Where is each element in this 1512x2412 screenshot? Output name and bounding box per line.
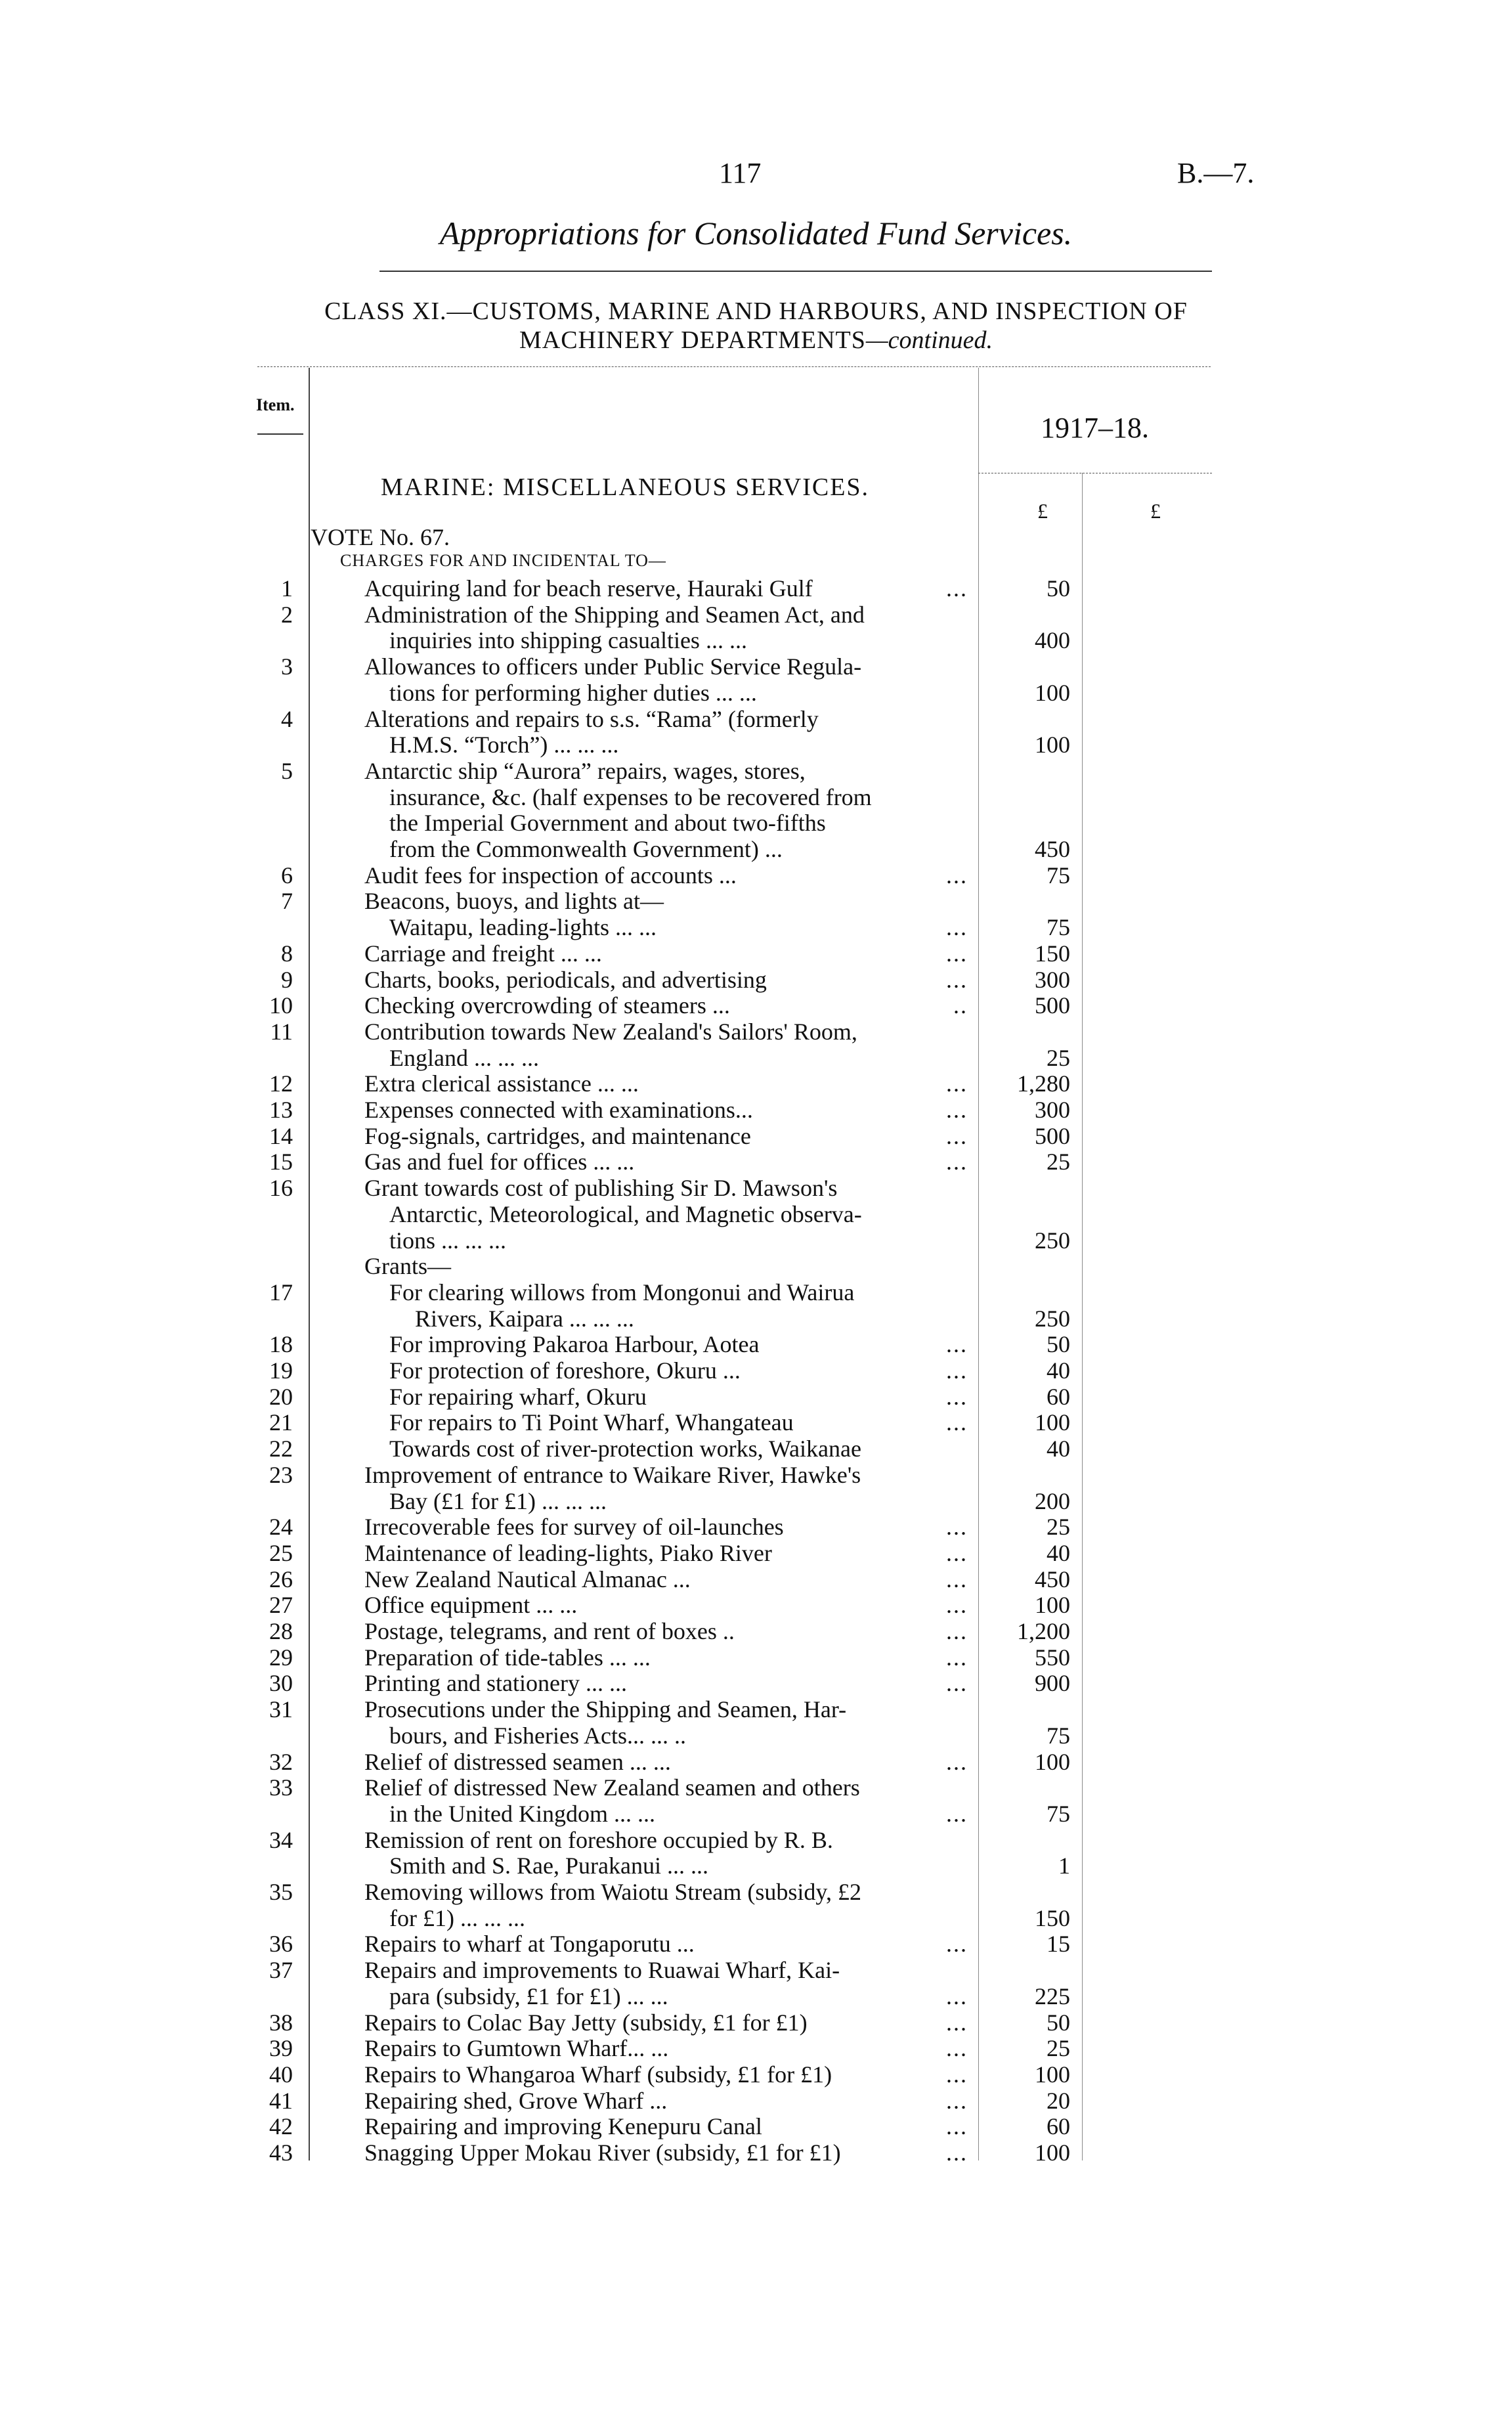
item-number: 15 (269, 1149, 293, 1175)
item-number: 3 (281, 653, 293, 680)
leader-dots: ... (946, 1409, 968, 1436)
table-row-line (0, 732, 1512, 758)
leader-dots: ... (946, 1097, 968, 1123)
item-number: 19 (269, 1357, 293, 1384)
pound-symbol-2: £ (1150, 499, 1161, 523)
leader-dots: ... (946, 1383, 968, 1410)
item-amount: 100 (1035, 1409, 1070, 1436)
table-row-line (0, 680, 1512, 706)
table-row-line (0, 1123, 1512, 1149)
table-row-line (0, 1644, 1512, 1671)
item-description: Irrecoverable fees for survey of oil-launches (364, 1514, 784, 1541)
leader-dots: ... (946, 862, 968, 888)
item-amount: 500 (1035, 1122, 1070, 1149)
item-description: Beacons, buoys, and lights at— (364, 888, 664, 915)
item-description: Expenses connected with examinations... (364, 1097, 753, 1123)
item-description: For repairs to Ti Point Wharf, Whangateau (389, 1409, 794, 1436)
leader-dots: ... (946, 1800, 968, 1827)
item-description: Relief of distressed New Zealand seamen and others (364, 1774, 860, 1801)
item-description: Charts, books, periodicals, and advertising (364, 966, 767, 993)
item-amount: 50 (1047, 1331, 1070, 1358)
leader-dots: ... (946, 914, 968, 941)
item-number: 21 (269, 1409, 293, 1436)
item-number: 26 (269, 1566, 293, 1592)
item-amount: 60 (1047, 1383, 1070, 1410)
item-number: 25 (269, 1539, 293, 1566)
item-amount: 450 (1035, 836, 1070, 862)
item-amount: 450 (1035, 1566, 1070, 1592)
item-amount: 225 (1035, 1983, 1070, 2009)
item-description: Repairs to Gumtown Wharf... ... (364, 2035, 669, 2062)
item-description: bours, and Fisheries Acts... ... .. (389, 1722, 686, 1749)
class-heading-line1: CLASS XI.—CUSTOMS, MARINE AND HARBOURS, AND INSPECTION OF (324, 297, 1188, 325)
item-description: Preparation of tide-tables ... ... (364, 1644, 651, 1671)
pound-symbol-1: £ (1037, 499, 1048, 523)
item-description: Administration of the Shipping and Seamen Act, and (364, 601, 865, 628)
item-amount: 1,280 (1017, 1070, 1070, 1097)
item-amount: 100 (1035, 732, 1070, 758)
leader-dots: ... (946, 1514, 968, 1541)
item-amount: 25 (1047, 1514, 1070, 1541)
item-number: 38 (269, 2009, 293, 2036)
table-row-line (0, 2009, 1512, 2036)
item-description: For repairing wharf, Okuru (389, 1383, 647, 1410)
item-number: 39 (269, 2035, 293, 2062)
item-description: Postage, telegrams, and rent of boxes .. (364, 1618, 735, 1644)
class-heading-line2 (0, 326, 1512, 355)
leader-dots: ... (946, 575, 968, 602)
table-row-line (0, 967, 1512, 993)
item-number: 14 (269, 1122, 293, 1149)
item-number: 18 (269, 1331, 293, 1358)
table-row-line (0, 1436, 1512, 1462)
item-amount: 500 (1035, 992, 1070, 1019)
leader-dots: ... (946, 1070, 968, 1097)
table-row-line (0, 1905, 1512, 1931)
table-row-line (0, 653, 1512, 680)
table-row-line (0, 1749, 1512, 1775)
item-description: H.M.S. “Torch”) ... ... ... (389, 732, 619, 758)
table-row-line (0, 1827, 1512, 1853)
table-row-line (0, 888, 1512, 914)
item-number: 28 (269, 1618, 293, 1644)
item-amount: 1,200 (1017, 1618, 1070, 1644)
item-amount: 150 (1035, 940, 1070, 967)
item-amount: 25 (1047, 1044, 1070, 1071)
item-description: Snagging Upper Mokau River (subsidy, £1 for £1) (364, 2139, 841, 2166)
leader-dots: ... (946, 2113, 968, 2140)
header-top-rule (257, 366, 1211, 367)
item-description: Gas and fuel for offices ... ... (364, 1149, 635, 1175)
table-row-line (0, 1070, 1512, 1097)
table-row-line (0, 1253, 1512, 1279)
leader-dots: ... (946, 1931, 968, 1958)
item-description: Smith and S. Rae, Purakanui ... ... (389, 1853, 708, 1879)
item-amount: 25 (1047, 2035, 1070, 2062)
table-row-line (0, 1149, 1512, 1175)
table-row-line (0, 1696, 1512, 1722)
item-amount: 250 (1035, 1227, 1070, 1254)
item-number: 27 (269, 1592, 293, 1619)
item-amount: 100 (1035, 2061, 1070, 2088)
item-description: Maintenance of leading-lights, Piako River (364, 1539, 772, 1566)
charges-heading: CHARGES FOR AND INCIDENTAL TO— (340, 551, 666, 570)
item-amount: 100 (1035, 679, 1070, 706)
item-number: 4 (281, 705, 293, 732)
item-amount: 100 (1035, 1748, 1070, 1775)
year-column-header: 1917–18. (1041, 412, 1149, 444)
item-description: Antarctic, Meteorological, and Magnetic observa- (389, 1200, 862, 1227)
item-amount: 75 (1047, 1722, 1070, 1749)
item-amount: 40 (1047, 1539, 1070, 1566)
item-number: 43 (269, 2139, 293, 2166)
item-description: Removing willows from Waiotu Stream (subsidy, £2 (364, 1879, 862, 1905)
item-description: Remission of rent on foreshore occupied by R. B. (364, 1826, 833, 1853)
item-amount: 900 (1035, 1670, 1070, 1697)
page-number: 117 (719, 157, 762, 189)
item-description: Repairing and improving Kenepuru Canal (364, 2113, 762, 2140)
leader-dots: ... (946, 1644, 968, 1671)
leader-dots: .. (953, 992, 968, 1019)
leader-dots: ... (946, 2061, 968, 2088)
table-row-line (0, 2061, 1512, 2088)
item-description: Rivers, Kaipara ... ... ... (415, 1305, 634, 1332)
item-number: 2 (281, 601, 293, 628)
table-row-line (0, 627, 1512, 653)
item-description: inquiries into shipping casualties ... ... (389, 627, 747, 654)
leader-dots: ... (946, 1539, 968, 1566)
item-number: 36 (269, 1931, 293, 1958)
item-description: For protection of foreshore, Okuru ... (389, 1357, 741, 1384)
item-number: 6 (281, 862, 293, 888)
item-number: 41 (269, 2087, 293, 2114)
item-number: 30 (269, 1670, 293, 1697)
table-row-line (0, 1931, 1512, 1957)
table-row-line (0, 1462, 1512, 1488)
table-row-line (0, 2139, 1512, 2166)
item-amount: 75 (1047, 862, 1070, 888)
item-number: 1 (281, 575, 293, 602)
item-description: Extra clerical assistance ... ... (364, 1070, 639, 1097)
section-title: MARINE: MISCELLANEOUS SERVICES. (381, 473, 870, 501)
vote-number: VOTE No. 67. (311, 524, 450, 550)
item-description: Carriage and freight ... ... (364, 940, 602, 967)
item-description: tions ... ... ... (389, 1227, 507, 1254)
table-row-line (0, 940, 1512, 967)
document-reference: B.—7. (1177, 157, 1255, 189)
leader-dots: ... (946, 1357, 968, 1384)
item-amount: 200 (1035, 1487, 1070, 1514)
table-row-line (0, 862, 1512, 888)
table-row-line (0, 1801, 1512, 1827)
item-amount: 300 (1035, 966, 1070, 993)
table-row-line (0, 1305, 1512, 1332)
item-description: Improvement of entrance to Waikare River, Hawke's (364, 1461, 861, 1488)
table-row-line (0, 1592, 1512, 1618)
item-number: 32 (269, 1748, 293, 1775)
item-amount: 100 (1035, 2139, 1070, 2166)
item-number: 22 (269, 1436, 293, 1462)
table-row-line (0, 1566, 1512, 1592)
item-amount: 550 (1035, 1644, 1070, 1671)
leader-dots: ... (946, 1566, 968, 1592)
item-number: 42 (269, 2113, 293, 2140)
table-row-line (0, 1514, 1512, 1540)
item-description: the Imperial Government and about two-fifths (389, 810, 826, 837)
item-description: Repairs to Whangaroa Wharf (subsidy, £1 for £1) (364, 2061, 832, 2088)
item-description: from the Commonwealth Government) ... (389, 836, 783, 862)
item-amount: 1 (1058, 1853, 1070, 1879)
item-number: 13 (269, 1097, 293, 1123)
item-amount: 15 (1047, 1931, 1070, 1958)
table-row-line (0, 1201, 1512, 1227)
item-amount: 300 (1035, 1097, 1070, 1123)
item-column-header: Item. (256, 395, 295, 414)
leader-dots: ... (946, 2087, 968, 2114)
table-row-line (0, 1774, 1512, 1801)
item-description: for £1) ... ... ... (389, 1904, 525, 1931)
leader-dots: ... (946, 2035, 968, 2062)
item-description: Alterations and repairs to s.s. “Rama” (formerly (364, 705, 819, 732)
item-description: Grant towards cost of publishing Sir D. Mawson's (364, 1175, 838, 1202)
table-row-line (0, 914, 1512, 940)
item-number: 9 (281, 966, 293, 993)
item-description: Antarctic ship “Aurora” repairs, wages, stores, (364, 757, 806, 784)
item-number: 5 (281, 757, 293, 784)
leader-dots: ... (946, 940, 968, 967)
item-description: For clearing willows from Mongonui and Wairua (389, 1279, 855, 1305)
table-row-line (0, 1983, 1512, 2009)
item-number: 37 (269, 1957, 293, 1984)
item-description: Printing and stationery ... ... (364, 1670, 627, 1697)
table-row-line (0, 1175, 1512, 1201)
item-amount: 75 (1047, 914, 1070, 941)
leader-dots: ... (946, 1331, 968, 1358)
item-amount: 150 (1035, 1904, 1070, 1931)
item-number: 11 (270, 1018, 293, 1045)
item-amount: 50 (1047, 575, 1070, 602)
item-number: 31 (269, 1696, 293, 1723)
table-row-line (0, 1722, 1512, 1749)
table-row-line (0, 810, 1512, 836)
leader-dots: ... (946, 2009, 968, 2036)
item-amount: 60 (1047, 2113, 1070, 2140)
table-row-line (0, 2088, 1512, 2114)
item-number: 24 (269, 1514, 293, 1541)
table-row-line (0, 2035, 1512, 2061)
item-number: 12 (269, 1070, 293, 1097)
table-row-line (0, 602, 1512, 628)
leader-dots: ... (946, 1748, 968, 1775)
table-row-line (0, 1618, 1512, 1644)
item-description: England ... ... ... (389, 1044, 539, 1071)
item-amount: 40 (1047, 1436, 1070, 1462)
item-description: tions for performing higher duties ... ... (389, 679, 757, 706)
table-row-line (0, 1384, 1512, 1410)
item-description: in the United Kingdom ... ... (389, 1800, 655, 1827)
table-row-line (0, 2113, 1512, 2139)
table-row-line (0, 1331, 1512, 1357)
item-number: 20 (269, 1383, 293, 1410)
table-row-line (0, 1409, 1512, 1436)
item-description: Waitapu, leading-lights ... ... (389, 914, 657, 941)
class-heading-dept: MACHINERY DEPARTMENTS (519, 326, 866, 354)
leader-dots: ... (946, 1149, 968, 1175)
item-amount: 400 (1035, 627, 1070, 654)
item-number: 16 (269, 1175, 293, 1202)
leader-dots: ... (946, 1592, 968, 1619)
leader-dots: ... (946, 1983, 968, 2009)
item-description: para (subsidy, £1 for £1) ... ... (389, 1983, 668, 2009)
class-heading-continued: —continued. (865, 326, 993, 354)
item-description: Towards cost of river-protection works, Waikanae (389, 1436, 861, 1462)
item-description: Repairs to wharf at Tongaporutu ... (364, 1931, 695, 1958)
item-number: 7 (281, 888, 293, 915)
table-row-line (0, 1097, 1512, 1123)
table-row-line (0, 1879, 1512, 1905)
item-description: Audit fees for inspection of accounts ... (364, 862, 737, 888)
item-description: New Zealand Nautical Almanac ... (364, 1566, 691, 1592)
item-description: Prosecutions under the Shipping and Seamen, Har- (364, 1696, 847, 1723)
item-description: Repairs to Colac Bay Jetty (subsidy, £1 for £1) (364, 2009, 808, 2036)
item-description: Contribution towards New Zealand's Sailors' Room, (364, 1018, 857, 1045)
item-amount: 50 (1047, 2009, 1070, 2036)
item-description: Bay (£1 for £1) ... ... ... (389, 1487, 607, 1514)
table-row-line (0, 758, 1512, 784)
leader-dots: ... (946, 966, 968, 993)
item-amount: 100 (1035, 1592, 1070, 1619)
item-amount: 40 (1047, 1357, 1070, 1384)
item-description: Office equipment ... ... (364, 1592, 578, 1619)
item-number: 34 (269, 1826, 293, 1853)
item-header-underline (257, 433, 303, 435)
table-row-line (0, 992, 1512, 1019)
table-row-line (0, 575, 1512, 602)
item-number: 29 (269, 1644, 293, 1671)
item-number: 35 (269, 1879, 293, 1905)
table-row-line (0, 784, 1512, 810)
item-description: Grants— (364, 1253, 451, 1280)
item-number: 17 (269, 1279, 293, 1305)
item-description: Repairing shed, Grove Wharf ... (364, 2087, 668, 2114)
item-description: insurance, &c. (half expenses to be recovered from (389, 783, 872, 810)
table-row-line (0, 1670, 1512, 1696)
table-row-line (0, 1045, 1512, 1071)
item-description: Acquiring land for beach reserve, Hauraki Gulf (364, 575, 813, 602)
item-description: Checking overcrowding of steamers ... (364, 992, 730, 1019)
item-description: Repairs and improvements to Ruawai Wharf, Kai- (364, 1957, 840, 1984)
leader-dots: ... (946, 1670, 968, 1697)
table-row-line (0, 1279, 1512, 1305)
table-row-line (0, 1357, 1512, 1384)
item-description: Fog-signals, cartridges, and maintenance (364, 1122, 751, 1149)
item-description: Allowances to officers under Public Service Regula- (364, 653, 862, 680)
item-amount: 75 (1047, 1800, 1070, 1827)
leader-dots: ... (946, 2139, 968, 2166)
item-description: For improving Pakaroa Harbour, Aotea (389, 1331, 760, 1358)
item-description: Relief of distressed seamen ... ... (364, 1748, 671, 1775)
title-rule (379, 271, 1212, 272)
table-row-line (0, 1227, 1512, 1254)
table-row-line (0, 836, 1512, 862)
item-number: 8 (281, 940, 293, 967)
item-number: 40 (269, 2061, 293, 2088)
table-row-line (0, 1540, 1512, 1566)
item-amount: 250 (1035, 1305, 1070, 1332)
table-row-line (0, 706, 1512, 732)
table-row-line (0, 1853, 1512, 1879)
item-amount: 20 (1047, 2087, 1070, 2114)
item-number: 33 (269, 1774, 293, 1801)
leader-dots: ... (946, 1618, 968, 1644)
item-number: 10 (269, 992, 293, 1019)
item-amount: 25 (1047, 1149, 1070, 1175)
item-number: 23 (269, 1461, 293, 1488)
page-title: Appropriations for Consolidated Fund Services. (439, 215, 1073, 252)
table-row-line (0, 1957, 1512, 1983)
table-row-line (0, 1488, 1512, 1514)
leader-dots: ... (946, 1122, 968, 1149)
table-row-line (0, 1019, 1512, 1045)
